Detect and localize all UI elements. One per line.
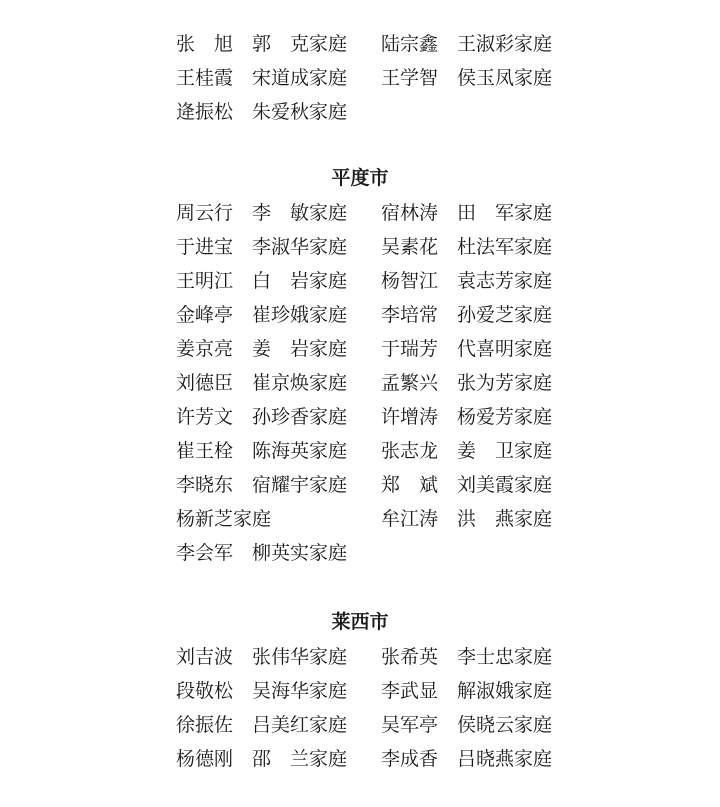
family-entry: 徐振佐 吕美红家庭	[176, 714, 348, 736]
family-entry: 许增涛 杨爱芳家庭	[381, 406, 553, 428]
list-row	[0, 61, 720, 95]
family-entry: 李培常 孙爱芝家庭	[381, 304, 553, 326]
list-row	[0, 434, 720, 468]
list-row	[0, 264, 720, 298]
family-entry: 郑 斌 刘美霞家庭	[381, 474, 553, 496]
family-entry: 刘德臣 崔京焕家庭	[176, 372, 348, 394]
family-entry: 李会军 柳英实家庭	[176, 542, 348, 564]
section-heading-laixi: 莱西市	[331, 611, 389, 633]
family-entry: 王学智 侯玉凤家庭	[381, 67, 553, 89]
list-row	[0, 298, 720, 332]
family-entry: 段敬松 吴海华家庭	[176, 680, 348, 702]
list-row	[0, 196, 720, 230]
family-entry: 李晓东 宿耀宇家庭	[176, 474, 348, 496]
family-entry: 杨德刚 邵 兰家庭	[176, 748, 348, 770]
list-row	[0, 502, 720, 536]
family-entry: 金峰亭 崔珍娥家庭	[176, 304, 348, 326]
family-entry: 吴军亭 侯晓云家庭	[381, 714, 553, 736]
family-entry: 陆宗鑫 王淑彩家庭	[381, 33, 553, 55]
family-entry: 逄振松 朱爱秋家庭	[176, 101, 348, 123]
family-entry: 杨智江 袁志芳家庭	[381, 270, 553, 292]
section-heading-pingdu: 平度市	[331, 167, 389, 189]
list-row	[0, 366, 720, 400]
family-entry: 张志龙 姜 卫家庭	[381, 440, 553, 462]
family-entry: 牟江涛 洪 燕家庭	[381, 508, 553, 530]
family-entry: 周云行 李 敏家庭	[176, 202, 348, 224]
family-entry: 吴素花 杜法军家庭	[381, 236, 553, 258]
list-row	[0, 27, 720, 61]
family-entry: 于瑞芳 代喜明家庭	[381, 338, 553, 360]
list-row	[0, 230, 720, 264]
family-entry: 王明江 白 岩家庭	[176, 270, 348, 292]
family-entry: 张 旭 郭 克家庭	[176, 33, 348, 55]
list-row	[0, 708, 720, 742]
list-row	[0, 400, 720, 434]
list-row	[0, 742, 720, 776]
family-entry: 于进宝 李淑华家庭	[176, 236, 348, 258]
list-row	[0, 332, 720, 366]
list-row	[0, 468, 720, 502]
list-row	[0, 640, 720, 674]
family-entry: 王桂霞 宋道成家庭	[176, 67, 348, 89]
family-entry: 崔王栓 陈海英家庭	[176, 440, 348, 462]
family-entry: 孟繁兴 张为芳家庭	[381, 372, 553, 394]
family-entry: 宿林涛 田 军家庭	[381, 202, 553, 224]
family-entry: 刘吉波 张伟华家庭	[176, 646, 348, 668]
family-entry: 杨新芝家庭	[176, 508, 272, 530]
family-entry: 张希英 李士忠家庭	[381, 646, 553, 668]
list-row	[0, 95, 720, 129]
family-entry: 姜京亮 姜 岩家庭	[176, 338, 348, 360]
family-entry: 李成香 吕晓燕家庭	[381, 748, 553, 770]
list-row	[0, 536, 720, 570]
list-row	[0, 674, 720, 708]
family-entry: 李武显 解淑娥家庭	[381, 680, 553, 702]
family-entry: 许芳文 孙珍香家庭	[176, 406, 348, 428]
